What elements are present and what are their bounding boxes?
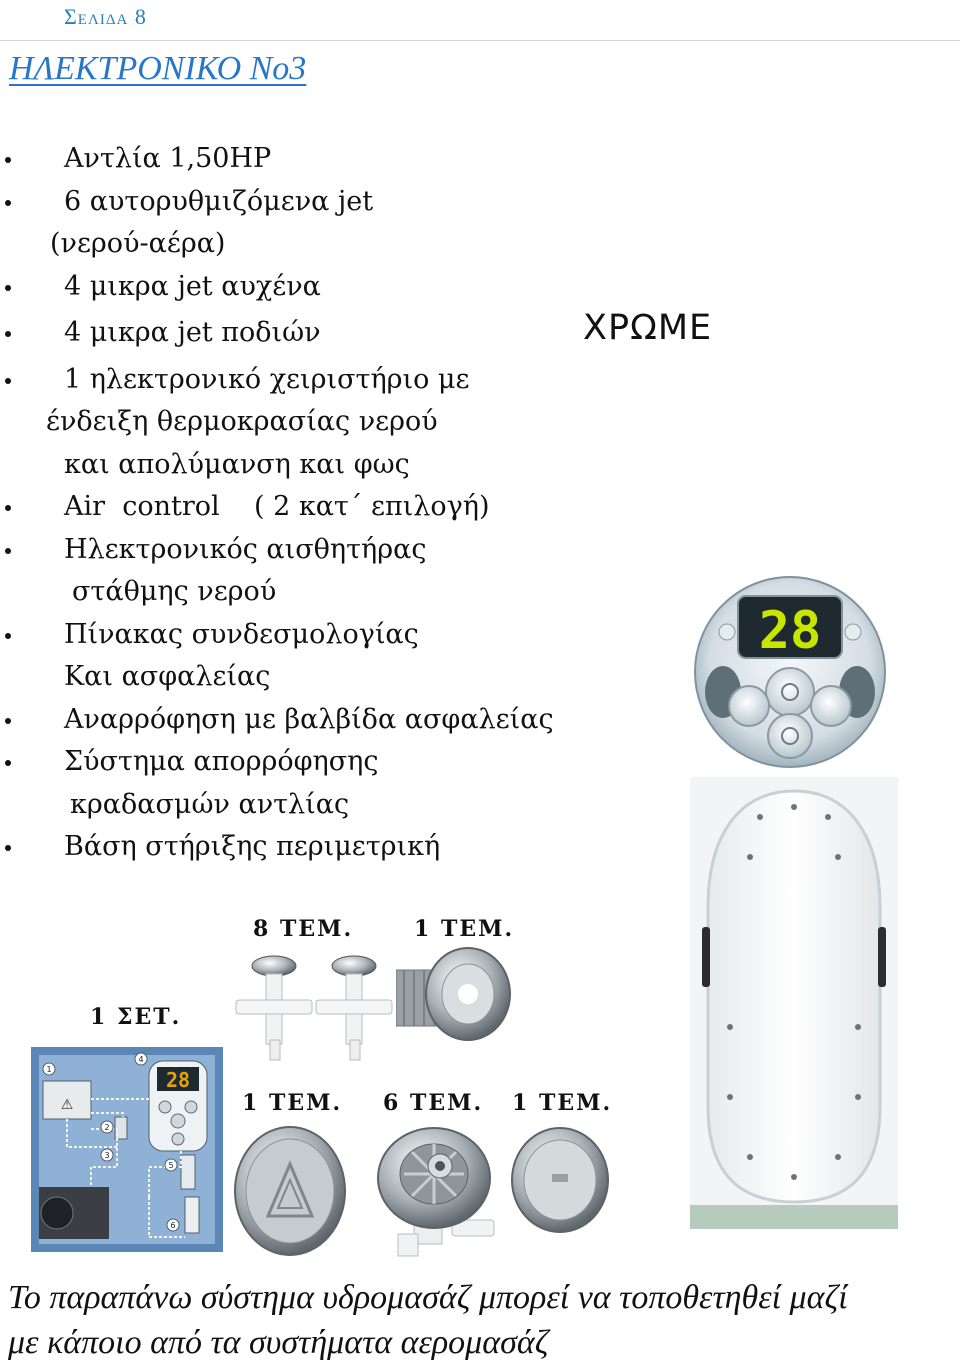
svg-text:28: 28 xyxy=(758,601,822,661)
chrome-label: ΧΡΩΜΕ xyxy=(583,308,713,348)
list-item: 4 μικρα jet ποδιών xyxy=(0,312,680,355)
svg-text:28: 28 xyxy=(165,1068,191,1092)
svg-text:4: 4 xyxy=(138,1055,144,1064)
wiring-diagram-image xyxy=(31,1047,223,1252)
bullet-icon xyxy=(5,378,11,384)
bullet-icon xyxy=(5,760,11,766)
list-item: Πίνακας συνδεσμολογίας Και ασφαλείας xyxy=(0,614,680,699)
quantity-air-button: 1 ΤΕΜ. xyxy=(242,1090,343,1116)
header-divider xyxy=(0,40,960,41)
bullet-icon xyxy=(5,200,11,206)
list-item: Σύστημα απορρόφησης κραδασμών αντλίας xyxy=(0,741,680,826)
bullet-icon xyxy=(5,548,11,554)
list-item: Βάση στήριξης περιμετρική xyxy=(0,826,680,869)
svg-text:1: 1 xyxy=(46,1065,52,1074)
quantity-jets-small: 8 ΤΕΜ. xyxy=(253,916,354,942)
feature-list xyxy=(0,138,680,869)
list-item: Αναρρόφηση με βαλβίδα ασφαλείας xyxy=(0,699,680,742)
page-title: ΗΛΕΚΤΡΟΝΙΚΟ Νο3 xyxy=(9,50,307,87)
svg-text:2: 2 xyxy=(104,1123,110,1132)
list-item: Αντλία 1,50HP xyxy=(0,138,680,181)
footer-note xyxy=(8,1275,953,1362)
bullet-icon xyxy=(5,285,11,291)
bullet-icon xyxy=(5,845,11,851)
big-jet-image xyxy=(370,1124,498,1258)
underwater-light-image xyxy=(396,946,512,1042)
list-item: 6 αυτορυθμιζόμενα jet (νερού-αέρα) xyxy=(0,181,680,266)
quantity-light: 1 ΤΕΜ. xyxy=(414,916,515,942)
list-item: 1 ηλεκτρονικό χειριστήριο με ένδειξη θερμοκρασίας νερού και απολύμανση και φως xyxy=(0,359,680,487)
quantity-sensor: 1 ΤΕΜ. xyxy=(512,1090,613,1116)
bullet-icon xyxy=(5,157,11,163)
air-button-image xyxy=(232,1124,348,1258)
water-sensor-image xyxy=(508,1124,612,1240)
quantity-set: 1 ΣΕΤ. xyxy=(90,1004,182,1030)
quantity-big-jets: 6 ΤΕΜ. xyxy=(383,1090,484,1116)
svg-text:⚠: ⚠ xyxy=(60,1097,74,1113)
bullet-icon xyxy=(5,505,11,511)
footer-line: με κάποιο από τα συστήματα αερομασάζ xyxy=(8,1324,549,1361)
list-item: 4 μικρα jet αυχένα xyxy=(0,266,680,309)
bathtub-image xyxy=(690,777,898,1229)
svg-text:5: 5 xyxy=(168,1161,174,1170)
svg-text:3: 3 xyxy=(104,1151,110,1160)
list-item: Air control ( 2 κατ΄ επιλογή) xyxy=(0,486,680,529)
list-item: Ηλεκτρονικός αισθητήρας στάθμης νερού xyxy=(0,529,680,614)
page-header: Σελιδα 8 xyxy=(64,4,147,29)
bullet-icon xyxy=(5,633,11,639)
bullet-icon xyxy=(5,718,11,724)
footer-line: Το παραπάνω σύστημα υδρομασάζ μπορεί να τοποθετηθεί μαζί xyxy=(8,1279,848,1316)
control-panel-image xyxy=(693,574,887,770)
bullet-icon xyxy=(5,331,11,337)
small-jets-image xyxy=(226,954,394,1062)
svg-text:6: 6 xyxy=(170,1221,176,1230)
